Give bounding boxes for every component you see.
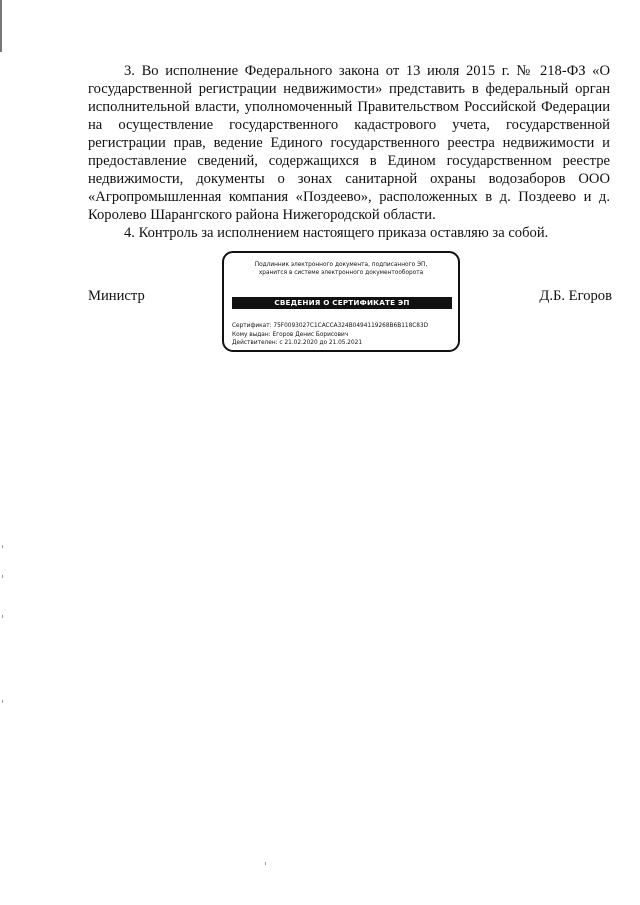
stamp-header — [224, 261, 458, 277]
scan-edge-mark — [0, 0, 2, 52]
scan-dot — [2, 615, 3, 618]
scan-dot — [2, 575, 3, 578]
paragraph-4: 4. Контроль за исполнением настоящего приказа оставляю за собой. — [124, 225, 549, 241]
stamp-issued-to: Кому выдан: Егоров Денис Борисович — [232, 331, 349, 338]
scan-dot — [2, 700, 3, 703]
signatory-position: Министр — [88, 288, 145, 304]
paragraph-3: 3. Во исполнение Федерального закона от 13 июля 2015 г. № 218-ФЗ «О государственной регистрации недвижимости» представить в федеральный орган исполнительной власти, уполномоченный Правительством Российской Федерации на осуществление государственного кадастрового учета, государственной регистрации прав, ведение Единого государственного реестра недвижимости и предоставление сведений, содержащихся в Едином государственном реестре недвижимости, документы о зонах санитарной охраны водозаборов ООО «Агропромышленная компания «Поздеево», расположенных в д. Поздеево и д. Королево Шарангского района Нижегородской области. — [88, 63, 610, 223]
stamp-header-line-1: Подлинник электронного документа, подписанного ЭП, — [254, 262, 428, 268]
stamp-certificate: Сертификат: 75F0093027C1CACCA324B0494119268B6B118C83D — [232, 323, 429, 329]
stamp-validity: Действителен: с 21.02.2020 до 21.05.2021 — [232, 340, 363, 346]
signatory-name: Д.Б. Егоров — [539, 288, 612, 304]
stamp-header-line-2: хранится в системе электронного документооборота — [258, 270, 424, 276]
stamp-details — [232, 322, 456, 348]
stamp-title: СВЕДЕНИЯ О СЕРТИФИКАТЕ ЭП — [232, 297, 452, 309]
scan-dot — [2, 545, 3, 548]
electronic-signature-stamp — [222, 251, 460, 352]
body-text — [88, 62, 610, 242]
scan-dot — [265, 862, 266, 865]
